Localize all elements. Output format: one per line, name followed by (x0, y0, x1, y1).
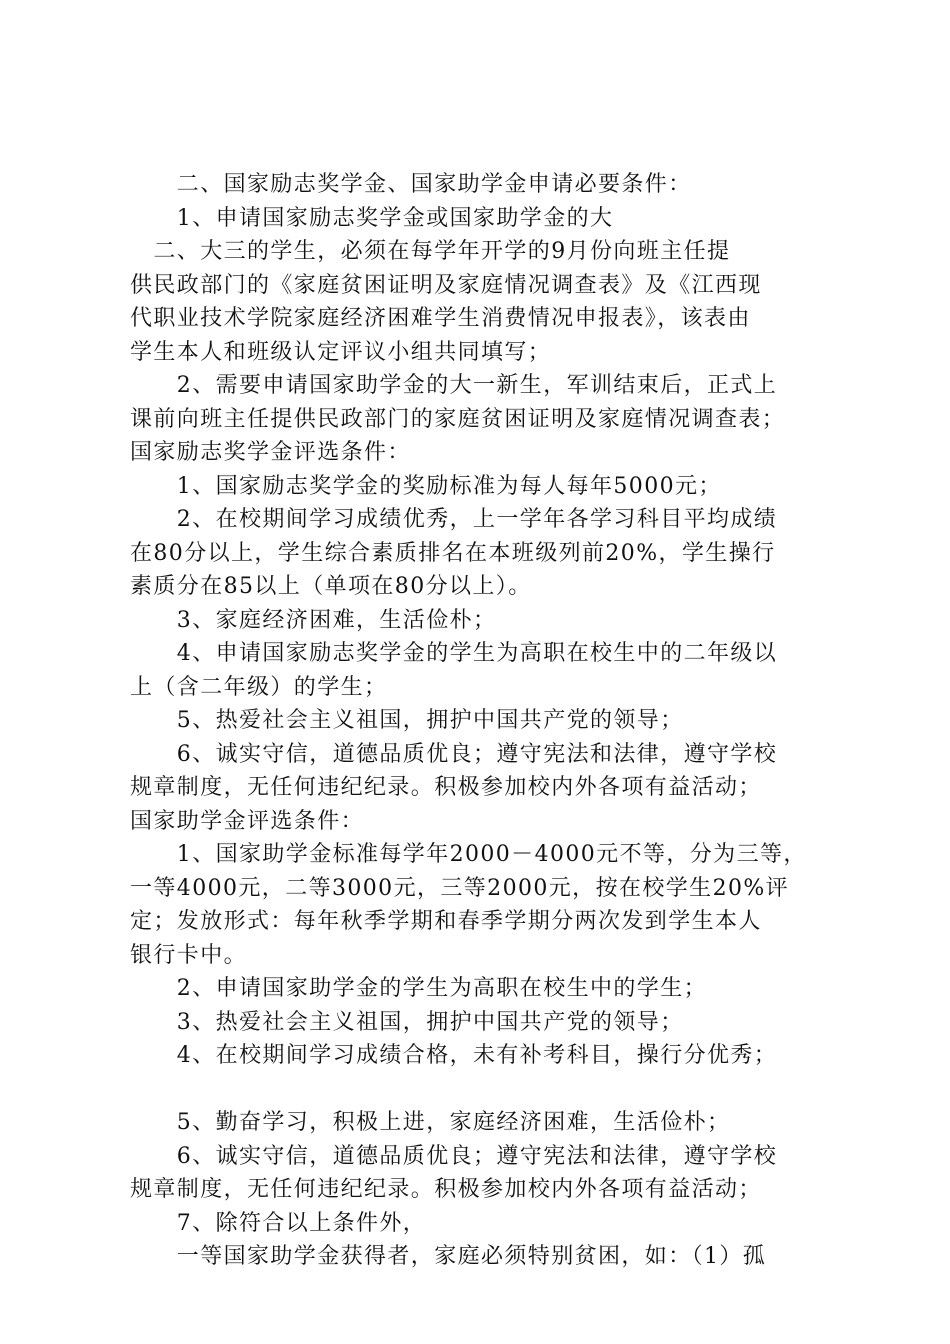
section-heading: 国家助学金评选条件： (130, 808, 365, 834)
text-line: 2、申请国家助学金的学生为高职在校生中的学生； (130, 976, 707, 1001)
blank-line (130, 1073, 840, 1107)
text-line: 二、大三的学生，必须在每学年开学的9月份向班主任提 (130, 239, 731, 264)
text-line: 3、热爱社会主义祖国，拥护中国共产党的领导； (130, 1009, 684, 1035)
text-line: 5、勤奋学习，积极上进，家庭经济困难，生活俭朴； (130, 1110, 731, 1135)
text-line: 5、热爱社会主义祖国，拥护中国共产党的领导； (130, 708, 684, 733)
text-line: 在80分以上，学生综合素质排名在本班级列前20%，学生操行 (130, 540, 776, 566)
text-line: 银行卡中。 (130, 942, 248, 968)
text-line: 2、在校期间学习成绩优秀，上一学年各学习科目平均成绩 (130, 507, 778, 532)
text-line: 6、诚实守信，道德品质优良；遵守宪法和法律，遵守学校 (130, 1143, 778, 1169)
text-line: 4、申请国家励志奖学金的学生为高职在校生中的二年级以 (130, 641, 778, 666)
text-line: 上（含二年级）的学生； (130, 674, 388, 700)
text-line: 1、申请国家励志奖学金或国家助学金的大 (130, 205, 614, 231)
text-line: 定；发放形式：每年秋季学期和春季学期分两次发到学生本人 (130, 909, 762, 934)
text-line: 3、家庭经济困难，生活俭朴； (130, 607, 497, 633)
text-line: 6、诚实守信，道德品质优良；遵守宪法和法律，遵守学校 (130, 741, 778, 767)
text-line: 二、国家励志奖学金、国家助学金申请必要条件： (130, 172, 692, 197)
text-line: 一等4000元，二等3000元，三等2000元，按在校学生20%评 (130, 875, 790, 901)
text-line: 1、国家助学金标准每学年2000－4000元不等，分为三等， (130, 842, 807, 867)
text-line: 规章制度，无任何违纪纪录。积极参加校内外各项有益活动； (130, 1177, 762, 1202)
text-line: 7、除符合以上条件外， (130, 1210, 427, 1236)
text-line: 学生本人和班级认定评议小组共同填写； (130, 339, 552, 365)
text-line: 1、国家励志奖学金的奖励标准为每人每年5000元； (130, 473, 722, 499)
text-line: 素质分在85以上（单项在80分以上）。 (130, 574, 532, 599)
section-heading: 国家励志奖学金评选条件： (130, 440, 411, 465)
text-line: 规章制度，无任何违纪纪录。积极参加校内外各项有益活动； (130, 775, 762, 800)
document-body (130, 168, 840, 1274)
text-line: 4、在校期间学习成绩合格，未有补考科目，操行分优秀； (130, 1043, 778, 1068)
text-line: 课前向班主任提供民政部门的家庭贫困证明及家庭情况调查表； (130, 406, 786, 432)
text-line: 一等国家助学金获得者，家庭必须特别贫困，如：（1）孤 (130, 1244, 767, 1269)
text-line: 代职业技术学院家庭经济困难学生消费情况申报表》，该表由 (130, 306, 751, 331)
text-line: 供民政部门的《家庭贫困证明及家庭情况调查表》及《江西现 (130, 272, 762, 298)
text-line: 2、需要申请国家助学金的大一新生，军训结束后，正式上 (130, 373, 778, 398)
